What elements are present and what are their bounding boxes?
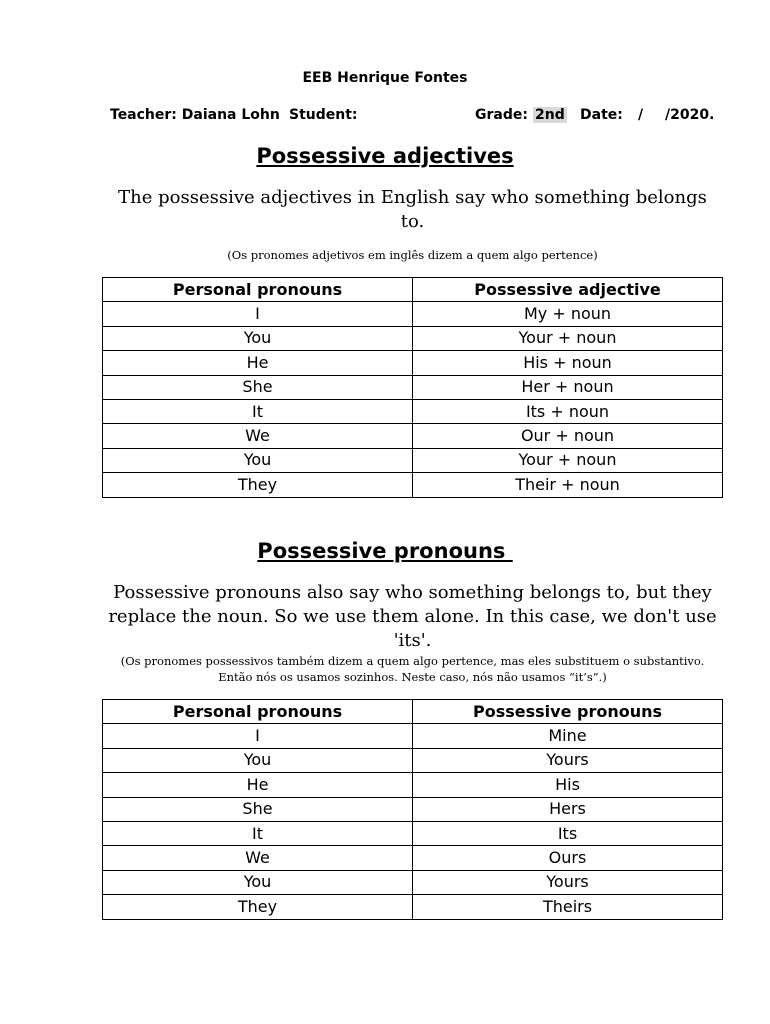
column-header: Personal pronouns	[103, 278, 413, 302]
personal-pronoun-cell: You	[103, 326, 413, 350]
table-row	[103, 473, 723, 497]
personal-pronoun-cell: They	[103, 473, 413, 497]
possessive-cell: Yours	[413, 870, 723, 894]
possessive-cell: Its	[413, 821, 723, 845]
table-row	[103, 748, 723, 772]
column-header: Possessive pronouns	[413, 700, 723, 724]
personal-pronoun-cell: I	[103, 724, 413, 748]
teacher-label: Teacher: Daiana Lohn	[110, 107, 280, 123]
personal-pronoun-cell: We	[103, 424, 413, 448]
table-row	[103, 399, 723, 423]
possessive-cell: Its + noun	[413, 399, 723, 423]
possessive-cell: Yours	[413, 748, 723, 772]
section-title-adjectives: Possessive adjectives	[256, 144, 514, 168]
personal-pronoun-cell: He	[103, 351, 413, 375]
grade-label: Grade:	[475, 107, 528, 123]
table-row	[103, 870, 723, 894]
intro-pronouns: Possessive pronouns also say who something belongs to, but they replace the noun. So we use them alone. In this case, we don't use 'its'.	[108, 582, 717, 651]
date-year: /2020.	[665, 107, 715, 123]
column-header: Possessive adjective	[413, 278, 723, 302]
note-pronouns: (Os pronomes possessivos também dizem a quem algo pertence, mas eles substituem o substantivo. Então nós os usamos sozinhos. Neste caso, nós não usamos “it’s”.)	[120, 654, 705, 684]
personal-pronoun-cell: You	[103, 748, 413, 772]
table-row	[103, 302, 723, 326]
student-label: Student:	[289, 107, 358, 123]
personal-pronoun-cell: I	[103, 302, 413, 326]
possessive-cell: His	[413, 773, 723, 797]
possessive-cell: Your + noun	[413, 326, 723, 350]
possessive-cell: Our + noun	[413, 424, 723, 448]
possessive-cell: Their + noun	[413, 473, 723, 497]
table-row	[103, 448, 723, 472]
table-header-row	[103, 278, 723, 302]
table-row	[103, 375, 723, 399]
table-header-row	[103, 700, 723, 724]
personal-pronoun-cell: She	[103, 797, 413, 821]
table-row	[103, 846, 723, 870]
personal-pronoun-cell: We	[103, 846, 413, 870]
personal-pronoun-cell: They	[103, 895, 413, 919]
table-row	[103, 797, 723, 821]
possessive-cell: Her + noun	[413, 375, 723, 399]
table-row	[103, 773, 723, 797]
possessive-adjectives-table	[102, 277, 723, 498]
personal-pronoun-cell: You	[103, 870, 413, 894]
personal-pronoun-cell: You	[103, 448, 413, 472]
section-title-pronouns: Possessive pronouns	[257, 539, 513, 563]
personal-pronoun-cell: He	[103, 773, 413, 797]
possessive-cell: Hers	[413, 797, 723, 821]
table-row	[103, 724, 723, 748]
personal-pronoun-cell: It	[103, 399, 413, 423]
possessive-pronouns-table	[102, 699, 723, 920]
date-label: Date:	[580, 107, 623, 123]
personal-pronoun-cell: It	[103, 821, 413, 845]
possessive-cell: Mine	[413, 724, 723, 748]
header-info-line	[110, 107, 730, 127]
school-name: EEB Henrique Fontes	[302, 70, 468, 86]
possessive-cell: Ours	[413, 846, 723, 870]
table-row	[103, 351, 723, 375]
date-separator: /	[638, 107, 644, 123]
possessive-cell: My + noun	[413, 302, 723, 326]
possessive-cell: Theirs	[413, 895, 723, 919]
table-row	[103, 821, 723, 845]
possessive-cell: His + noun	[413, 351, 723, 375]
table-row	[103, 326, 723, 350]
intro-adjectives: The possessive adjectives in English say who something belongs to.	[118, 187, 707, 232]
note-adjectives: (Os pronomes adjetivos em inglês dizem a quem algo pertence)	[227, 248, 598, 262]
grade-value: 2nd	[535, 107, 565, 123]
column-header: Personal pronouns	[103, 700, 413, 724]
possessive-cell: Your + noun	[413, 448, 723, 472]
personal-pronoun-cell: She	[103, 375, 413, 399]
table-row	[103, 895, 723, 919]
table-row	[103, 424, 723, 448]
